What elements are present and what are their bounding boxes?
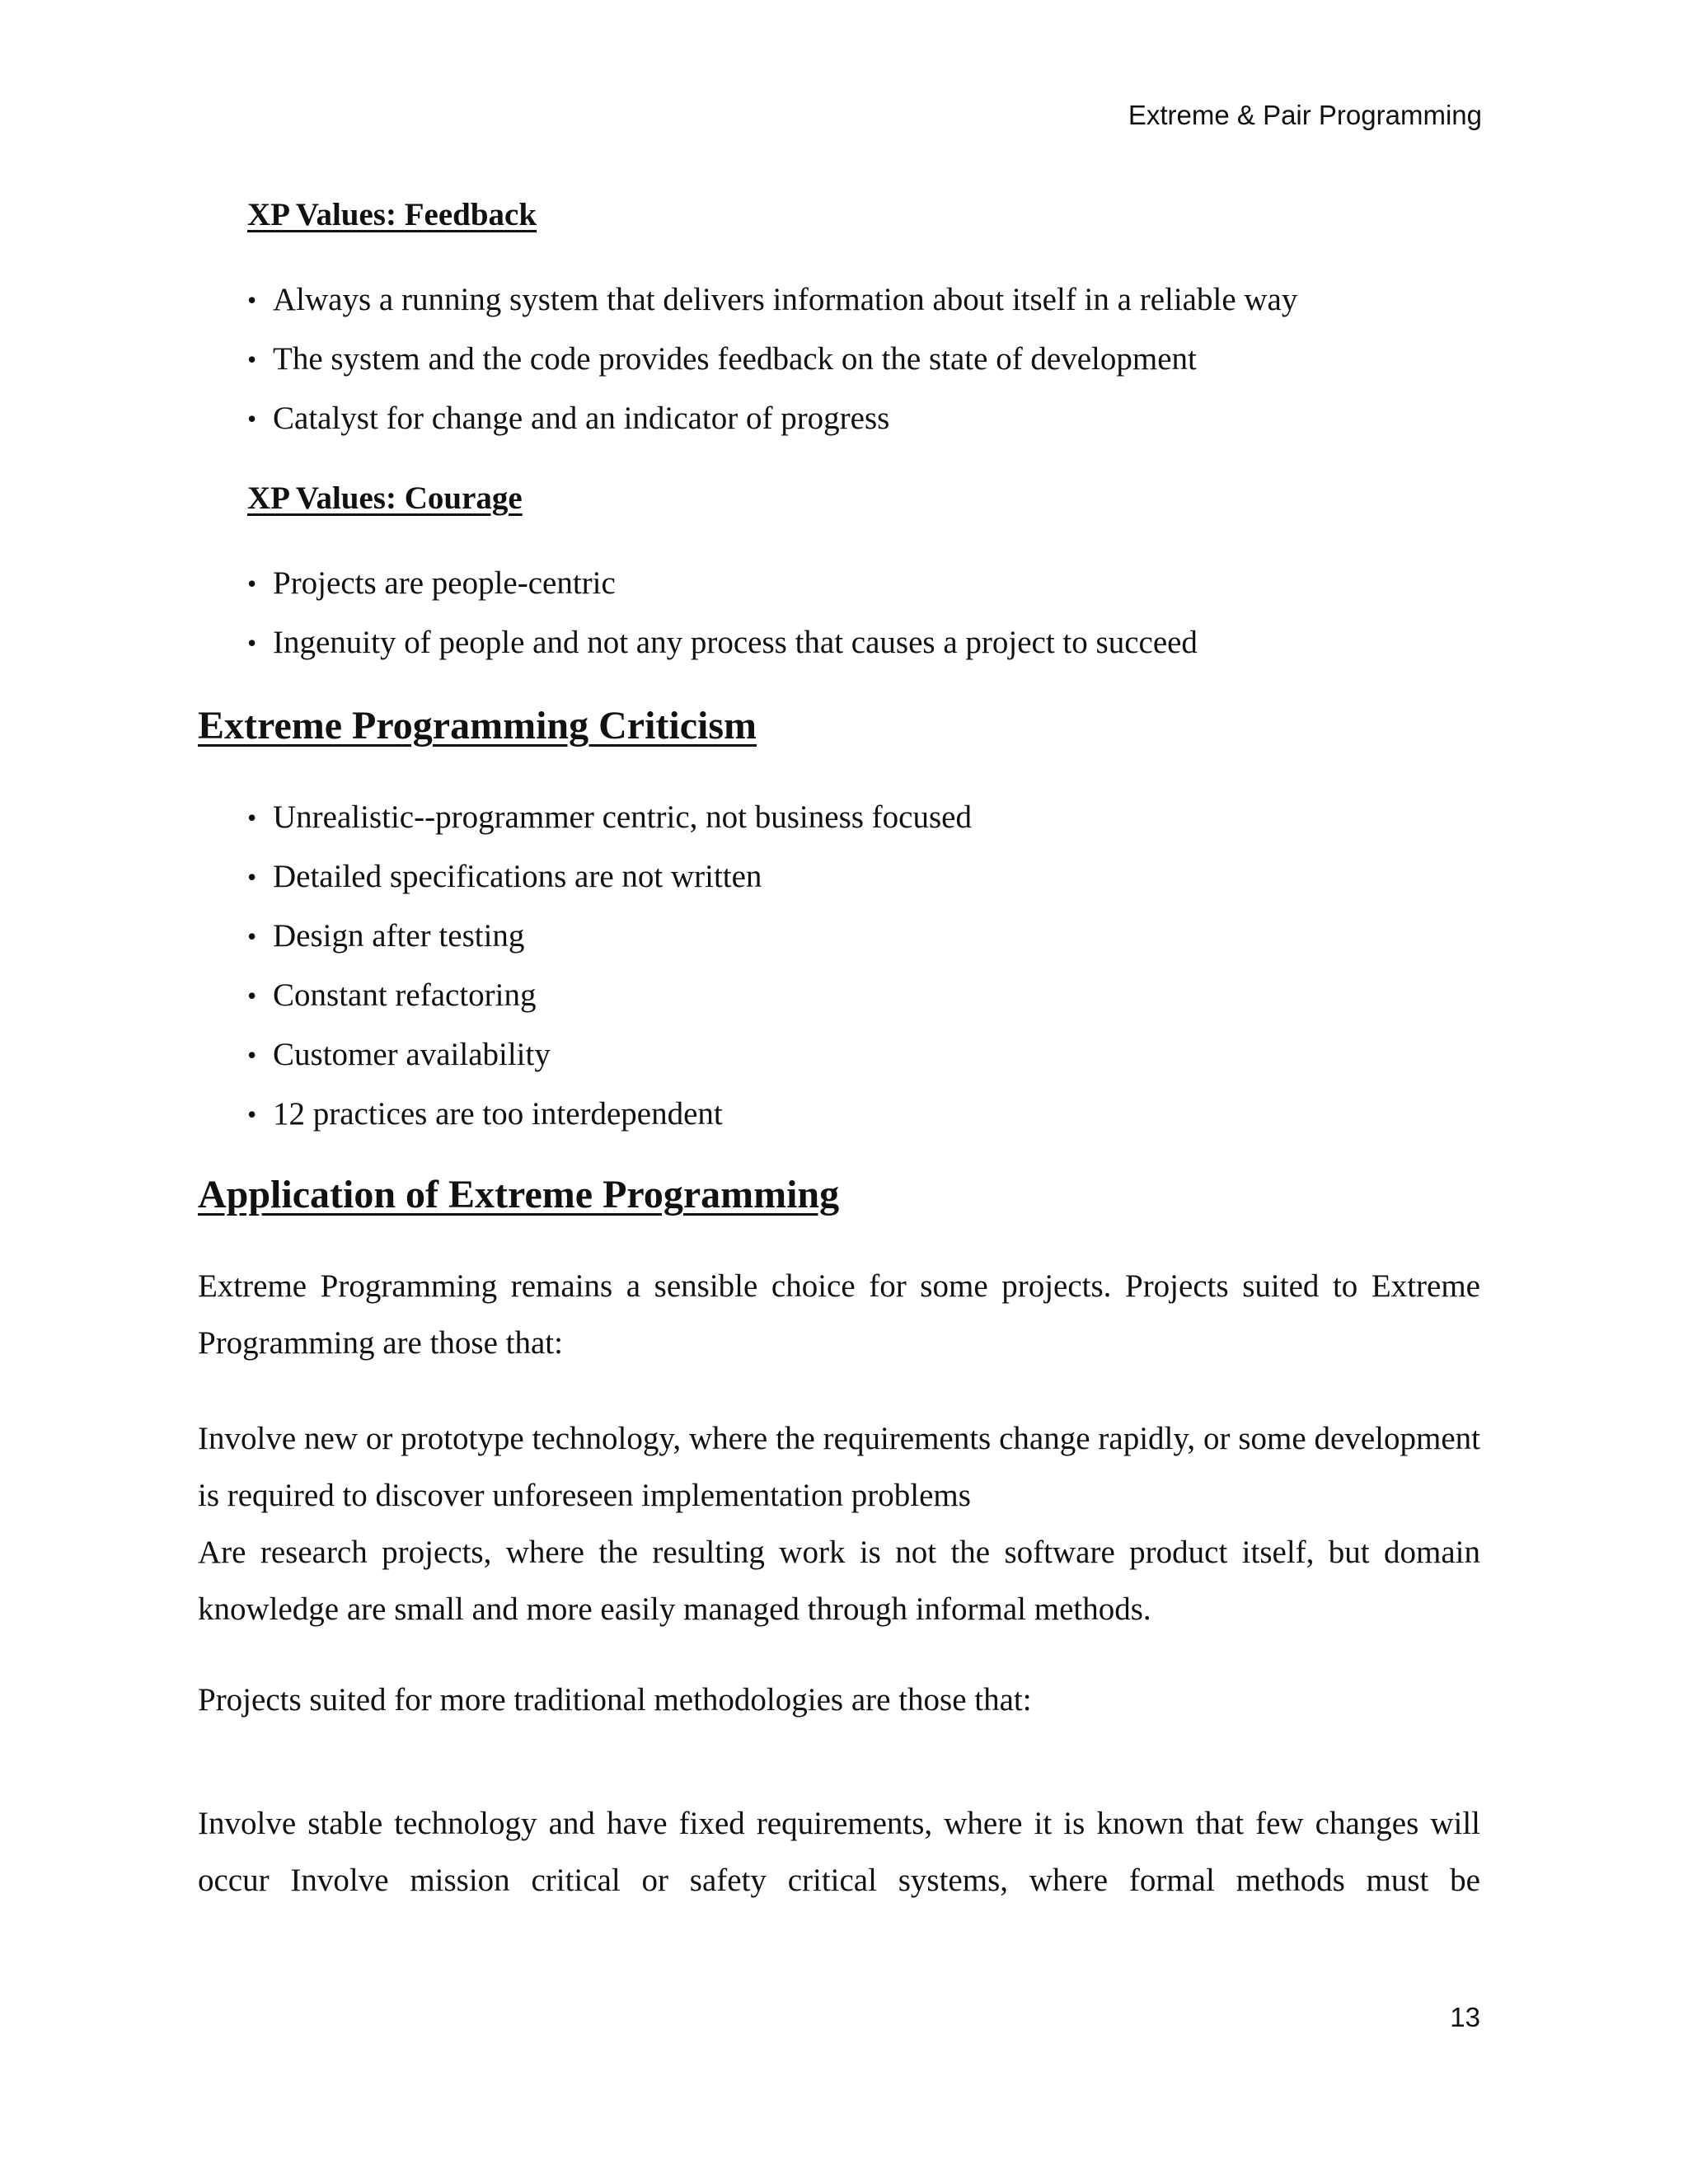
application-traditional: Projects suited for more traditional methodologies are those that:: [198, 1682, 1032, 1718]
application-para-research: Are research projects, where the resulting work is not the software product itself, but domain knowledge are small and more easily managed through informal methods.: [198, 1535, 1480, 1627]
list-item: • The system and the code provides feedback on the state of development: [247, 330, 1297, 389]
list-item: • Unrealistic--programmer centric, not business focused: [247, 788, 972, 847]
page-number: 13: [1450, 2002, 1480, 2032]
bullet-icon: •: [247, 344, 257, 374]
list-item: • Constant refactoring: [247, 966, 972, 1025]
courage-heading: XP Values: Courage: [247, 480, 523, 516]
list-item: • Design after testing: [247, 907, 972, 966]
list-item: • Projects are people-centric: [247, 554, 1198, 613]
bullet-icon: •: [247, 803, 257, 832]
application-heading: Application of Extreme Programming: [198, 1173, 840, 1216]
list-item: • Catalyst for change and an indicator of progress: [247, 389, 1297, 448]
list-item: • Always a running system that delivers information about itself in a reliable way: [247, 270, 1297, 330]
bullet-icon: •: [247, 628, 257, 658]
criticism-heading: Extreme Programming Criticism: [198, 704, 757, 748]
bullet-icon: •: [247, 404, 257, 434]
feedback-heading: XP Values: Feedback: [247, 197, 537, 232]
bullet-icon: •: [247, 1040, 257, 1070]
list-item: • Detailed specifications are not written: [247, 847, 972, 907]
list-item: • Customer availability: [247, 1025, 972, 1085]
bullet-icon: •: [247, 862, 257, 892]
application-para-new-tech: Involve new or prototype technology, where the requirements change rapidly, or some development is required to discover unforeseen implementation problems: [198, 1421, 1480, 1513]
bullet-icon: •: [247, 1099, 257, 1129]
bullet-icon: •: [247, 569, 257, 598]
criticism-list: [247, 788, 972, 1144]
running-header: Extreme & Pair Programming: [1128, 100, 1482, 130]
bullet-icon: •: [247, 921, 257, 951]
application-para-stable: Involve stable technology and have fixed requirements, where it is known that few changes will occur Involve mission critical or safety critical systems, where formal methods must be: [198, 1806, 1480, 1898]
list-item: • Ingenuity of people and not any process that causes a project to succeed: [247, 613, 1198, 673]
list-item: • 12 practices are too interdependent: [247, 1085, 972, 1144]
feedback-list: [247, 270, 1297, 448]
bullet-icon: •: [247, 981, 257, 1010]
bullet-icon: •: [247, 285, 257, 315]
courage-list: [247, 554, 1198, 673]
application-intro: Extreme Programming remains a sensible choice for some projects. Projects suited to Extreme Programming are those that:: [198, 1268, 1480, 1361]
